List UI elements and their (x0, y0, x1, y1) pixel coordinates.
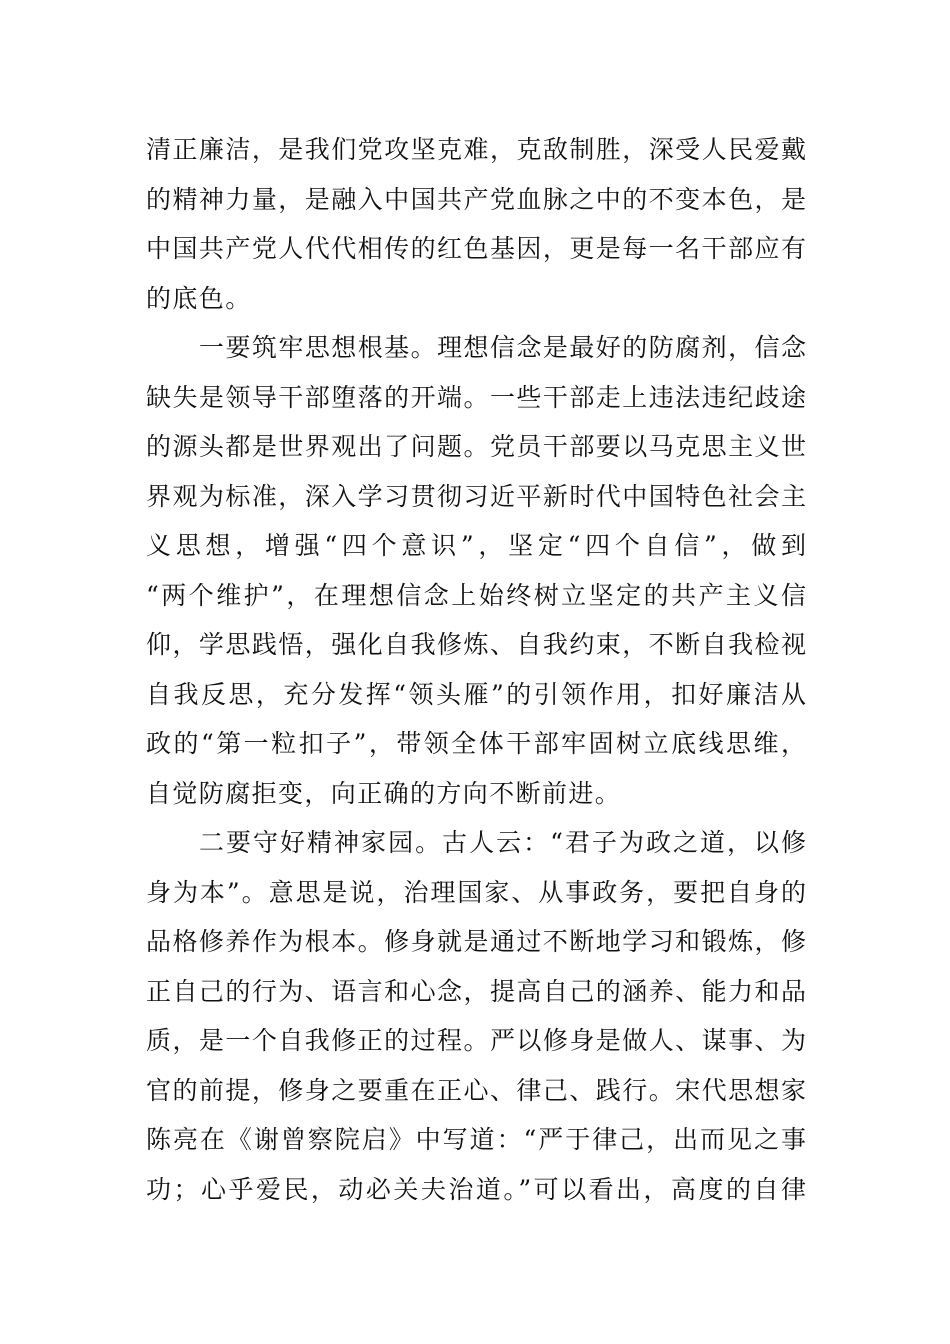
text-line: 仰，学思践悟，强化自我修炼、自我约束，不断自我检视 (146, 630, 806, 659)
paragraph (146, 818, 806, 1214)
text-line: 身为本”。意思是说，治理国家、从事政务，要把自身的 (146, 877, 806, 907)
text-line: 自觉防腐拒变，向正确的方向不断前进。 (146, 778, 622, 808)
text-line: 的精神力量，是融入中国共产党血脉之中的不变本色，是 (146, 184, 806, 214)
text-line: 缺失是领导干部堕落的开端。一些干部走上违法违纪歧途 (146, 382, 806, 412)
text-line: 政的“第一粒扣子”，带领全体干部牢固树立底线思维， (146, 729, 806, 758)
text-line: 自我反思，充分发挥“领头雁”的引领作用，扣好廉洁从 (146, 679, 806, 709)
text-line: 官的前提，修身之要重在正心、律己、践行。宋代思想家 (146, 1075, 806, 1105)
text-line: 的源头都是世界观出了问题。党员干部要以马克思主义世 (146, 432, 806, 461)
text-line: 中国共产党人代代相传的红色基因，更是每一名干部应有 (146, 234, 806, 263)
paragraph (146, 323, 806, 818)
text-line: 质，是一个自我修正的过程。严以修身是做人、谋事、为 (146, 1026, 806, 1055)
text-line: 清正廉洁，是我们党攻坚克难，克敌制胜，深受人民爱戴 (146, 135, 806, 164)
text-line: 界观为标准，深入学习贯彻习近平新时代中国特色社会主 (146, 481, 806, 511)
text-line: 义思想，增强“四个意识”，坚定“四个自信”，做到 (146, 531, 806, 560)
text-line: 正自己的行为、语言和心念，提高自己的涵养、能力和品 (146, 976, 806, 1006)
text-line: 功；心乎爱民，动必关夫治道。”可以看出，高度的自律 (146, 1174, 806, 1204)
text-line: “两个维护”，在理想信念上始终树立坚定的共产主义信 (146, 580, 806, 610)
document-body (146, 125, 806, 1214)
text-line: 一要筑牢思想根基。理想信念是最好的防腐剂，信念 (199, 333, 806, 362)
text-line: 品格修养作为根本。修身就是通过不断地学习和锻炼，修 (146, 927, 806, 956)
text-line: 二要守好精神家园。古人云：“君子为政之道，以修 (199, 828, 806, 857)
text-line: 陈亮在《谢曾察院启》中写道：“严于律己，出而见之事 (146, 1125, 806, 1154)
text-line: 的底色。 (146, 283, 252, 313)
paragraph (146, 125, 806, 323)
